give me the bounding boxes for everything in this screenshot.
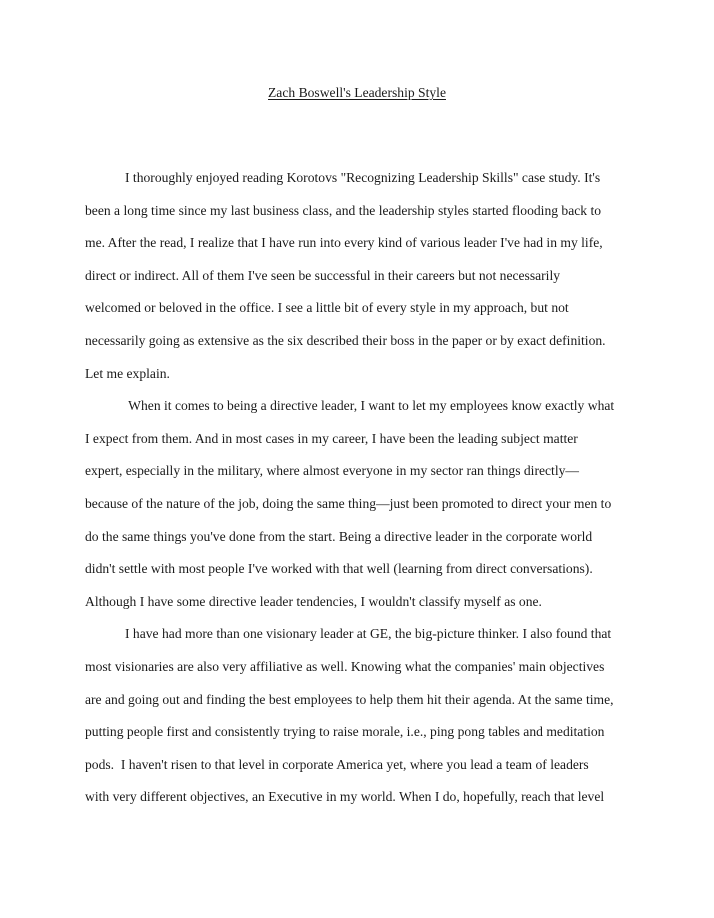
paragraph-line: been a long time since my last business class, and the leadership styles started flooding back to — [85, 202, 602, 218]
paragraph-line: necessarily going as extensive as the six described their boss in the paper or by exact definition. — [85, 332, 606, 348]
paragraph-line: because of the nature of the job, doing the same thing—just been promoted to direct your men to — [85, 495, 612, 511]
paragraph-line: expert, especially in the military, where almost everyone in my sector ran things directly— — [85, 463, 580, 479]
paragraph-1 — [85, 162, 645, 390]
paragraph-3 — [85, 618, 645, 814]
paragraph-line: Although I have some directive leader tendencies, I wouldn't classify myself as one. — [85, 593, 542, 609]
paragraph-line: direct or indirect. All of them I've seen be successful in their careers but not necessarily — [85, 267, 561, 283]
paragraph-line: I thoroughly enjoyed reading Korotovs "Recognizing Leadership Skills" case study. It's — [125, 170, 601, 185]
paragraph-line: me. After the read, I realize that I have run into every kind of various leader I've had in my life, — [85, 235, 603, 251]
paragraph-2 — [85, 390, 645, 618]
document-title: Zach Boswell's Leadership Style — [268, 85, 446, 100]
paragraph-line: welcomed or beloved in the office. I see a little bit of every style in my approach, but not — [85, 300, 569, 316]
paragraph-line: Let me explain. — [85, 365, 170, 381]
paragraph-line: with very different objectives, an Executive in my world. When I do, hopefully, reach that level — [85, 789, 605, 805]
paragraph-line: When it comes to being a directive leader, I want to let my employees know exactly what — [125, 398, 615, 414]
paragraph-line: didn't settle with most people I've worked with that well (learning from direct conversations). — [85, 561, 593, 577]
paragraph-line: most visionaries are also very affiliative as well. Knowing what the companies' main objectives — [85, 658, 605, 674]
paragraph-line: do the same things you've done from the start. Being a directive leader in the corporate world — [85, 528, 593, 544]
paragraph-line: pods. I haven't risen to that level in corporate America yet, where you lead a team of leaders — [85, 756, 589, 772]
paragraph-line: I expect from them. And in most cases in my career, I have been the leading subject matter — [85, 430, 578, 446]
paragraph-line: putting people first and consistently trying to raise morale, i.e., ping pong tables and meditation — [85, 724, 605, 740]
paragraph-line: are and going out and finding the best employees to help them hit their agenda. At the same time, — [85, 691, 614, 707]
paragraph-line: I have had more than one visionary leader at GE, the big-picture thinker. I also found that — [125, 626, 612, 642]
document-body — [85, 162, 645, 814]
